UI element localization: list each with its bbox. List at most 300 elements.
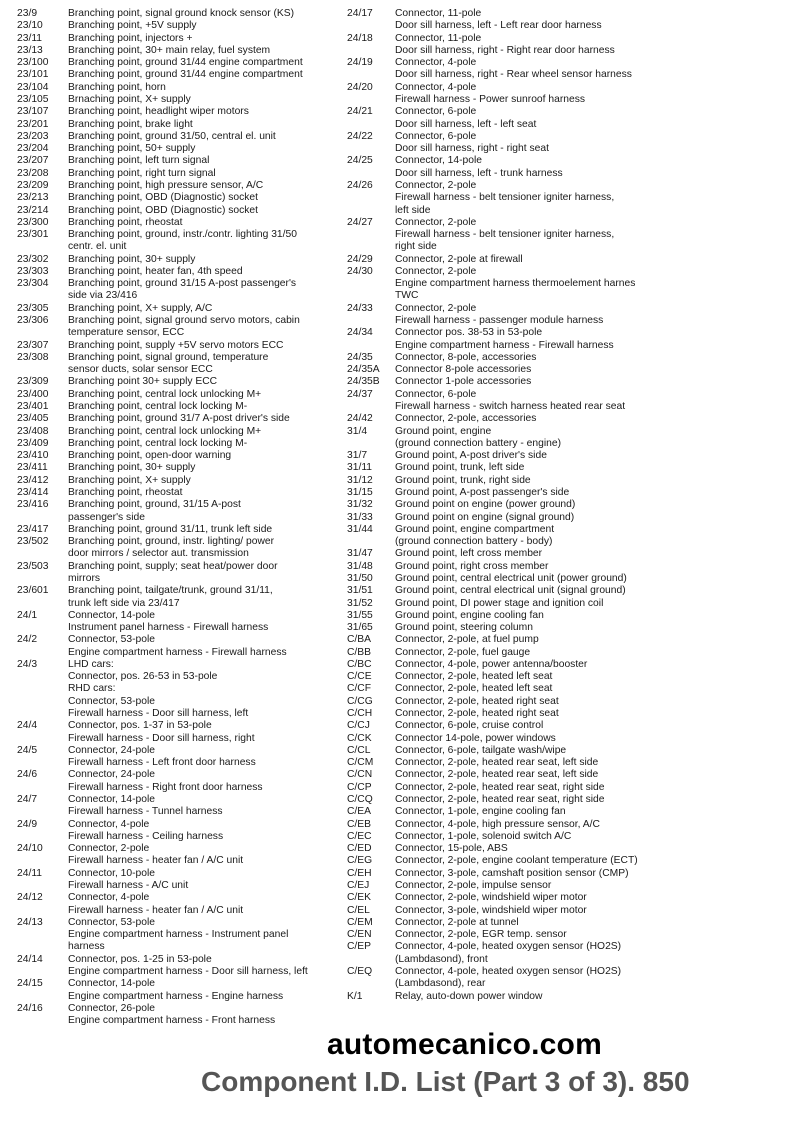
component-description xyxy=(68,917,335,954)
description-line: Connector, 4-pole, high pressure sensor, A/C xyxy=(395,818,600,830)
description-line: Connector, 2-pole, impulse sensor xyxy=(395,879,552,891)
list-item xyxy=(17,94,335,106)
list-item xyxy=(17,340,335,352)
component-description xyxy=(395,622,802,634)
description-line: Ground point, central electrical unit (power ground) xyxy=(395,572,627,584)
list-item xyxy=(17,192,335,204)
description-line: Ground point on engine (signal ground) xyxy=(395,511,575,523)
component-code: 23/100 xyxy=(17,57,49,69)
description-line: mirrors xyxy=(68,572,101,584)
component-description xyxy=(68,340,335,352)
component-description xyxy=(395,364,802,376)
description-line: Branching point, X+ supply xyxy=(68,474,191,486)
description-line: sensor ducts, solar sensor ECC xyxy=(68,364,213,376)
component-code: 31/48 xyxy=(347,560,373,572)
component-code: 23/601 xyxy=(17,585,49,597)
component-description xyxy=(395,155,802,180)
component-code: 23/104 xyxy=(17,81,49,93)
component-code: K/1 xyxy=(347,990,363,1002)
list-item xyxy=(17,868,335,893)
description-line: Ground point, right cross member xyxy=(395,560,549,572)
description-line: Connector, 2-pole xyxy=(395,302,477,314)
description-line: Ground point, DI power stage and ignition coil xyxy=(395,597,604,609)
component-description xyxy=(395,708,802,720)
component-description xyxy=(395,696,802,708)
component-code: 23/303 xyxy=(17,265,49,277)
component-description xyxy=(395,131,802,156)
description-line: Connector, 4-pole, heated oxygen sensor (HO2S) xyxy=(395,941,622,953)
component-code: C/EA xyxy=(347,806,372,818)
list-item xyxy=(17,561,335,586)
description-line: temperature sensor, ECC xyxy=(68,327,185,339)
component-description xyxy=(395,548,802,560)
component-description xyxy=(395,806,802,818)
component-description xyxy=(395,769,802,781)
component-code: 24/21 xyxy=(347,106,373,118)
component-description xyxy=(68,978,335,1003)
component-code: 31/33 xyxy=(347,511,373,523)
list-item xyxy=(17,475,335,487)
list-item xyxy=(347,855,802,867)
page-caption: Component I.D. List (Part 3 of 3). 850 xyxy=(201,1066,690,1097)
component-code: C/EJ xyxy=(347,879,370,891)
list-item xyxy=(17,168,335,180)
description-line: right side xyxy=(395,241,437,253)
description-line: Branching point, ground 31/44 engine compartment xyxy=(68,69,303,81)
list-item xyxy=(17,131,335,143)
component-code: C/CL xyxy=(347,744,371,756)
component-code: 24/4 xyxy=(17,720,38,732)
component-code: 24/35 xyxy=(347,351,373,363)
list-item xyxy=(347,33,802,58)
description-line: Connector, 2-pole, heated rear seat, left side xyxy=(395,757,599,769)
component-code: 24/1 xyxy=(17,609,38,621)
component-code: 23/302 xyxy=(17,253,49,265)
component-description xyxy=(395,647,802,659)
component-description xyxy=(395,683,802,695)
description-line: Firewall harness - switch harness heated rear seat xyxy=(395,401,626,412)
description-line: Ground point on engine (power ground) xyxy=(395,499,576,511)
left-column xyxy=(17,8,335,1027)
list-item xyxy=(17,106,335,118)
list-item xyxy=(17,769,335,794)
list-item xyxy=(17,254,335,266)
component-code: 23/305 xyxy=(17,302,49,314)
component-code: C/EL xyxy=(347,904,370,916)
description-line: Branching point, tailgate/trunk, ground 31/11, xyxy=(68,585,273,597)
description-line: (Lambdasond), rear xyxy=(395,978,486,990)
component-description xyxy=(68,20,335,32)
list-item xyxy=(17,155,335,167)
component-code: 23/412 xyxy=(17,474,49,486)
list-item xyxy=(17,180,335,192)
description-line: Connector, 2-pole, heated right seat xyxy=(395,695,559,707)
description-line: Branching point, open-door warning xyxy=(68,450,232,462)
description-line: Firewall harness - A/C unit xyxy=(68,879,189,891)
description-line: Branching point, headlight wiper motors xyxy=(68,106,249,118)
component-code: 24/27 xyxy=(347,216,373,228)
list-item xyxy=(347,364,802,376)
description-line: Connector, 15-pole, ABS xyxy=(395,843,508,855)
list-item xyxy=(347,647,802,659)
description-line: Ground point, engine compartment xyxy=(395,523,555,535)
description-line: Relay, auto-down power window xyxy=(395,990,543,1002)
list-item xyxy=(347,352,802,364)
component-code: 24/35B xyxy=(347,376,380,388)
list-item xyxy=(347,548,802,560)
description-line: Door sill harness, left - left seat xyxy=(395,118,537,130)
component-description xyxy=(68,229,335,254)
component-description xyxy=(395,966,802,991)
component-description xyxy=(68,585,335,610)
description-line: Branching point, signal ground servo motors, cabin xyxy=(68,315,300,327)
description-line: Connector, 4-pole xyxy=(395,81,477,93)
list-item xyxy=(347,155,802,180)
list-item xyxy=(17,659,335,720)
description-line: Connector, 24-pole xyxy=(68,769,156,781)
component-description xyxy=(68,561,335,586)
description-line: Connector, 2-pole, heated left seat xyxy=(395,671,553,683)
component-code: 23/414 xyxy=(17,486,49,498)
description-line: Branching point, left turn signal xyxy=(68,155,210,167)
list-item xyxy=(17,843,335,868)
component-code: 24/34 xyxy=(347,327,373,339)
list-item xyxy=(347,831,802,843)
component-code: 24/29 xyxy=(347,253,373,265)
component-code: 24/13 xyxy=(17,916,43,928)
component-description xyxy=(395,389,802,414)
component-description xyxy=(395,855,802,867)
component-code: 24/33 xyxy=(347,302,373,314)
description-line: Branching point, signal ground, temperature xyxy=(68,351,269,363)
description-line: Connector, 1-pole, solenoid switch A/C xyxy=(395,830,572,842)
description-line: Connector, 10-pole xyxy=(68,867,156,879)
component-code: 31/12 xyxy=(347,474,373,486)
component-code: C/EG xyxy=(347,855,373,867)
description-line: Branching point, +5V supply xyxy=(68,20,197,32)
list-item xyxy=(17,978,335,1003)
component-description xyxy=(68,475,335,487)
list-item xyxy=(17,303,335,315)
component-description xyxy=(68,82,335,94)
description-line: Branching point, ground, 31/15 A-post xyxy=(68,499,241,511)
component-description xyxy=(395,585,802,597)
component-code: C/CK xyxy=(347,732,372,744)
description-line: Door sill harness, left - Left rear door harness xyxy=(395,20,602,32)
list-item xyxy=(347,991,802,1003)
description-line: Connector, 4-pole xyxy=(68,818,150,830)
component-description xyxy=(395,733,802,745)
list-item xyxy=(347,622,802,634)
component-description xyxy=(395,991,802,1003)
component-code: 24/20 xyxy=(347,81,373,93)
list-item xyxy=(17,217,335,229)
component-code: 23/11 xyxy=(17,32,43,44)
description-line: Connector, 1-pole, engine cooling fan xyxy=(395,806,566,818)
component-code: 23/503 xyxy=(17,560,49,572)
component-description xyxy=(68,33,335,45)
list-item xyxy=(347,131,802,156)
description-line: Firewall harness - Left front door harness xyxy=(68,757,256,769)
component-code: C/EP xyxy=(347,941,372,953)
component-code: 23/400 xyxy=(17,388,49,400)
description-line: Ground point, trunk, right side xyxy=(395,474,531,486)
list-item xyxy=(347,634,802,646)
component-code: 23/301 xyxy=(17,229,49,241)
component-code: 24/14 xyxy=(17,953,43,965)
list-item xyxy=(17,8,335,20)
list-item xyxy=(347,929,802,941)
component-code: 24/17 xyxy=(347,8,373,19)
list-item xyxy=(17,720,335,745)
component-code: 23/409 xyxy=(17,437,49,449)
component-code: 24/16 xyxy=(17,1002,43,1014)
component-description xyxy=(395,462,802,474)
description-line: Connector, 2-pole, heated right seat xyxy=(395,708,559,720)
component-description xyxy=(395,929,802,941)
description-line: Connector, 2-pole, heated rear seat, left side xyxy=(395,769,599,781)
description-line: Branching point, rheostat xyxy=(68,216,183,228)
description-line: Connector, 3-pole, camshaft position sensor (CMP) xyxy=(395,867,629,879)
list-item xyxy=(17,45,335,57)
component-code: C/CE xyxy=(347,671,372,683)
component-code: 24/11 xyxy=(17,867,43,879)
list-item xyxy=(347,794,802,806)
component-code: 23/213 xyxy=(17,192,49,204)
list-item xyxy=(17,499,335,524)
list-item xyxy=(17,487,335,499)
description-line: Connector, 11-pole xyxy=(395,8,482,19)
component-description xyxy=(395,659,802,671)
description-line: Connector, 11-pole xyxy=(395,32,482,44)
description-line: Branching point 30+ supply ECC xyxy=(68,376,218,388)
component-description xyxy=(68,610,335,635)
list-item xyxy=(347,499,802,511)
description-line: Branching point, 50+ supply xyxy=(68,143,196,155)
component-description xyxy=(395,757,802,769)
component-code: C/EC xyxy=(347,830,372,842)
component-code: C/CP xyxy=(347,781,372,793)
site-watermark: automecanico.com xyxy=(327,1028,602,1061)
component-code: 23/408 xyxy=(17,425,49,437)
component-description xyxy=(395,794,802,806)
description-line: Door sill harness, right - Right rear door harness xyxy=(395,44,615,56)
description-line: Branching point, OBD (Diagnostic) socket xyxy=(68,192,259,204)
description-line: LHD cars: xyxy=(68,658,114,670)
description-line: Connector, 6-pole, cruise control xyxy=(395,720,544,732)
description-line: Connector, 2-pole, heated rear seat, right side xyxy=(395,794,605,805)
component-code: C/EK xyxy=(347,892,372,904)
description-line: passenger's side xyxy=(68,511,145,523)
description-line: Connector, 6-pole xyxy=(395,106,477,118)
component-code: 23/9 xyxy=(17,8,38,19)
description-line: Connector, 2-pole, heated left seat xyxy=(395,683,553,695)
component-code: 24/6 xyxy=(17,769,38,781)
list-item xyxy=(347,303,802,328)
description-line: Connector, pos. 1-37 in 53-pole xyxy=(68,720,212,732)
component-code: 23/416 xyxy=(17,499,49,511)
description-line: Branching point, 30+ supply xyxy=(68,462,196,474)
component-description xyxy=(395,106,802,131)
list-item xyxy=(347,941,802,966)
description-line: Connector, 2-pole at tunnel xyxy=(395,916,519,928)
component-description xyxy=(68,8,335,20)
description-line: TWC xyxy=(395,290,419,302)
list-item xyxy=(17,426,335,438)
description-line: Branching point, ground 31/7 A-post driver's side xyxy=(68,413,290,425)
component-code: 24/22 xyxy=(347,130,373,142)
description-line: Connector, 24-pole xyxy=(68,744,156,756)
component-description xyxy=(395,634,802,646)
description-line: Engine compartment harness - Engine harness xyxy=(68,990,284,1002)
list-item xyxy=(17,794,335,819)
description-line: Branching point, ground 31/15 A-post passenger's xyxy=(68,278,297,290)
description-line: Connector, 4-pole, heated oxygen sensor (HO2S) xyxy=(395,965,622,977)
description-line: Connector, 2-pole, heated rear seat, right side xyxy=(395,781,605,793)
component-description xyxy=(395,905,802,917)
list-item xyxy=(17,1003,335,1028)
description-line: Connector, pos. 1-25 in 53-pole xyxy=(68,953,212,965)
component-description xyxy=(395,831,802,843)
description-line: Firewall harness - Door sill harness, right xyxy=(68,732,255,744)
list-item xyxy=(17,389,335,401)
component-code: 31/50 xyxy=(347,572,373,584)
component-code: 23/204 xyxy=(17,143,49,155)
list-item xyxy=(17,278,335,303)
component-code: 23/300 xyxy=(17,216,49,228)
component-description xyxy=(68,389,335,401)
component-code: 24/12 xyxy=(17,892,43,904)
list-item xyxy=(347,561,802,573)
description-line: Connector, 2-pole, windshield wiper motor xyxy=(395,892,587,904)
component-description xyxy=(395,819,802,831)
list-item xyxy=(347,106,802,131)
description-line: (Lambdasond), front xyxy=(395,953,488,965)
component-description xyxy=(68,106,335,118)
list-item xyxy=(347,610,802,622)
component-description xyxy=(68,843,335,868)
description-line: Engine compartment harness - Firewall harness xyxy=(395,339,614,351)
description-line: Connector, 53-pole xyxy=(68,695,156,707)
description-line: Branching point, brake light xyxy=(68,118,193,130)
component-code: C/BC xyxy=(347,658,372,670)
component-description xyxy=(395,352,802,364)
list-item xyxy=(17,57,335,69)
list-item xyxy=(17,376,335,388)
description-line: Branching point, ground 31/44 engine compartment xyxy=(68,57,303,69)
component-code: 31/65 xyxy=(347,622,373,634)
list-item xyxy=(347,462,802,474)
list-item xyxy=(347,598,802,610)
component-code: 31/52 xyxy=(347,597,373,609)
description-line: Connector, 6-pole xyxy=(395,130,477,142)
description-line: Connector, 14-pole xyxy=(68,978,156,990)
list-item xyxy=(347,413,802,425)
list-item xyxy=(347,573,802,585)
component-code: 31/11 xyxy=(347,462,373,474)
component-code: 24/25 xyxy=(347,155,373,167)
list-item xyxy=(347,819,802,831)
description-line: Connector 14-pole, power windows xyxy=(395,732,556,744)
component-code: 24/18 xyxy=(347,32,373,44)
component-description xyxy=(68,524,335,536)
component-description xyxy=(395,782,802,794)
list-item xyxy=(347,376,802,388)
list-item xyxy=(347,327,802,352)
component-description xyxy=(395,524,802,549)
list-item xyxy=(17,33,335,45)
right-column xyxy=(347,8,802,1003)
component-description xyxy=(395,217,802,254)
description-line: Firewall harness - heater fan / A/C unit xyxy=(68,904,244,916)
component-description xyxy=(68,954,335,979)
description-line: Firewall harness - belt tensioner igniter harness, xyxy=(395,192,615,204)
description-line: Connector 8-pole accessories xyxy=(395,364,532,376)
description-line: Branching point, supply +5V servo motors ECC xyxy=(68,339,284,351)
list-item xyxy=(17,892,335,917)
description-line: Ground point, left cross member xyxy=(395,548,543,560)
component-description xyxy=(395,327,802,352)
component-code: 23/410 xyxy=(17,450,49,462)
description-line: Connector, 2-pole, EGR temp. sensor xyxy=(395,929,567,941)
component-code: 24/35A xyxy=(347,364,380,376)
component-description xyxy=(395,475,802,487)
component-code: 23/214 xyxy=(17,204,49,216)
list-item xyxy=(17,143,335,155)
component-code: 24/3 xyxy=(17,658,38,670)
description-line: Firewall harness - Ceiling harness xyxy=(68,830,224,842)
component-code: 23/105 xyxy=(17,93,49,105)
list-item xyxy=(17,450,335,462)
list-item xyxy=(347,966,802,991)
list-item xyxy=(347,905,802,917)
component-code: 23/308 xyxy=(17,351,49,363)
component-description xyxy=(68,217,335,229)
list-item xyxy=(17,438,335,450)
component-code: C/BA xyxy=(347,634,372,646)
description-line: Door sill harness, left - trunk harness xyxy=(395,167,563,179)
component-description xyxy=(395,303,802,328)
list-item xyxy=(347,254,802,266)
component-code: 23/401 xyxy=(17,401,49,412)
description-line: Connector, 8-pole, accessories xyxy=(395,351,537,363)
component-description xyxy=(68,1003,335,1028)
description-line: Branching point, X+ supply, A/C xyxy=(68,302,213,314)
list-item xyxy=(347,757,802,769)
description-line: Branching point, 30+ main relay, fuel system xyxy=(68,44,271,56)
component-code: 31/51 xyxy=(347,585,373,597)
component-code: 23/411 xyxy=(17,462,48,474)
component-description xyxy=(68,119,335,131)
component-description xyxy=(395,561,802,573)
component-description xyxy=(68,205,335,217)
description-line: Branching point, high pressure sensor, A/C xyxy=(68,179,264,191)
component-description xyxy=(395,720,802,732)
list-item xyxy=(347,720,802,732)
list-item xyxy=(17,954,335,979)
description-line: Ground point, A-post driver's side xyxy=(395,450,547,462)
component-description xyxy=(68,462,335,474)
description-line: Engine compartment harness - Door sill harness, left xyxy=(68,965,308,977)
list-item xyxy=(17,524,335,536)
list-item xyxy=(17,917,335,954)
component-description xyxy=(395,266,802,303)
component-description xyxy=(68,155,335,167)
component-description xyxy=(68,143,335,155)
description-line: Ground point, central electrical unit (signal ground) xyxy=(395,585,626,597)
description-line: Connector, 14-pole xyxy=(68,609,156,621)
component-code: 31/47 xyxy=(347,548,373,560)
